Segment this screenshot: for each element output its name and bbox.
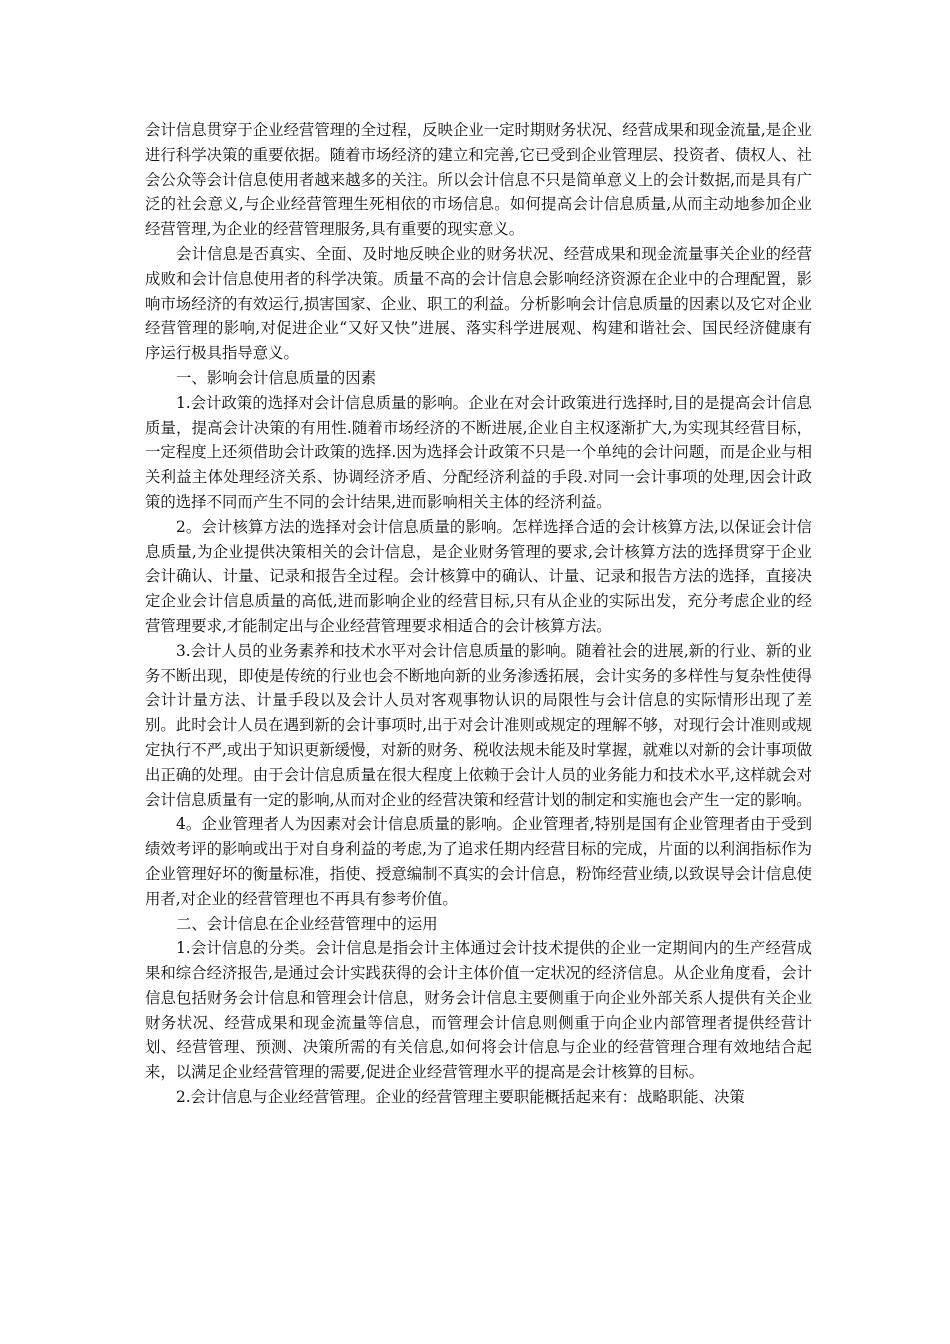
paragraph-intro: 会计信息贯穿于企业经营管理的全过程，反映企业一定时期财务状况、经营成果和现金流量,是企业进行科学决策的重要依据。随着市场经济的建立和完善,它已受到企业管理层、投资者、债权人、社会公众等会计信息使用者越来越多的关注。所以会计信息不只是简单意义上的会计数据,而是具有广泛的社会意义,与企业经营管理生死相依的市场信息。如何提高会计信息质量,从而主动地参加企业经营管理,为企业的经营管理服务,具有重要的现实意义。 [145, 121, 812, 239]
document-body [145, 118, 812, 1110]
paragraph-1-1: 1.会计政策的选择对会计信息质量的影响。企业在对会计政策进行选择时,目的是提高会计信息质量，提高会计决策的有用性.随着市场经济的不断进展,企业自主权逐渐扩大,为实现其经营目标，一定程度上还须借助会计政策的选择.因为选择会计政策不只是一个单纯的会计问题，而是企业与相关利益主体处理经济关系、协调经济矛盾、分配经济利益的手段.对同一会计事项的处理,因会计政策的选择不同而产生不同的会计结果,进而影响相关主体的经济利益。 [145, 393, 812, 511]
paragraph-1-3: 3.会计人员的业务素养和技术水平对会计信息质量的影响。随着社会的进展,新的行业、新的业务不断出现，即使是传统的行业也会不断地向新的业务渗透拓展，会计实务的多样性与复杂性使得会计计量方法、计量手段以及会计人员对客观事物认识的局限性与会计信息的实际情形出现了差别。此时会计人员在遇到新的会计事项时,出于对会计准则或规定的理解不够，对现行会计准则或规定执行不严,或出于知识更新缓慢，对新的财务、税收法规未能及时掌握，就难以对新的会计事项做出正确的处理。由于会计信息质量在很大程度上依赖于会计人员的业务能力和技术水平,这样就会对会计信息质量有一定的影响,从而对企业的经营决策和经营计划的制定和实施也会产生一定的影响。 [145, 641, 812, 809]
paragraph-1-4: 4。企业管理者人为因素对会计信息质量的影响。企业管理者,特别是国有企业管理者由于受到绩效考评的影响或出于对自身利益的考虑,为了追求任期内经营目标的完成，片面的以利润指标作为企业管理好坏的衡量标准，指使、授意编制不真实的会计信息，粉饰经营业绩,以致误导会计信息使用者,对企业的经营管理也不再具有参考价值。 [145, 815, 812, 908]
paragraph-quality-impact: 会计信息是否真实、全面、及时地反映企业的财务状况、经营成果和现金流量事关企业的经营成败和会计信息使用者的科学决策。质量不高的会计信息会影响经济资源在企业中的合理配置，影响市场经济的有效运行,损害国家、企业、职工的利益。分析影响会计信息质量的因素以及它对企业经营管理的影响,对促进企业“又好又快”进展、落实科学进展观、构建和谐社会、国民经济健康有序运行极具指导意义。 [145, 244, 812, 363]
section-heading-2: 二、会计信息在企业经营管理中的运用 [176, 914, 438, 933]
section-heading-1: 一、影响会计信息质量的因素 [176, 368, 377, 387]
paragraph-2-2: 2.会计信息与企业经营管理。企业的经营管理主要职能概括起来有：战略职能、决策 [176, 1088, 745, 1107]
paragraph-2-1: 1.会计信息的分类。会计信息是指会计主体通过会计技术提供的企业一定期间内的生产经营成果和综合经济报告,是通过会计实践获得的会计主体价值一定状况的经济信息。从企业角度看，会计信息包括财务会计信息和管理会计信息，财务会计信息主要侧重于向企业外部关系人提供有关企业财务状况、经营成果和现金流量等信息，而管理会计信息则侧重于向企业内部管理者提供经营计划、经营管理、预测、决策所需的有关信息,如何将会计信息与企业的经营管理合理有效地结合起来，以满足企业经营管理的需要,促进企业经营管理水平的提高是会计核算的目标。 [145, 939, 812, 1082]
paragraph-1-2: 2。会计核算方法的选择对会计信息质量的影响。怎样选择合适的会计核算方法,以保证会计信息质量,为企业提供决策相关的会计信息，是企业财务管理的要求,会计核算方法的选择贯穿于企业会计确认、计量、记录和报告全过程。会计核算中的确认、计量、记录和报告方法的选择，直接决定企业会计信息质量的高低,进而影响企业的经营目标,只有从企业的实际出发，充分考虑企业的经营管理要求,才能制定出与企业经营管理要求相适合的会计核算方法。 [145, 517, 812, 635]
